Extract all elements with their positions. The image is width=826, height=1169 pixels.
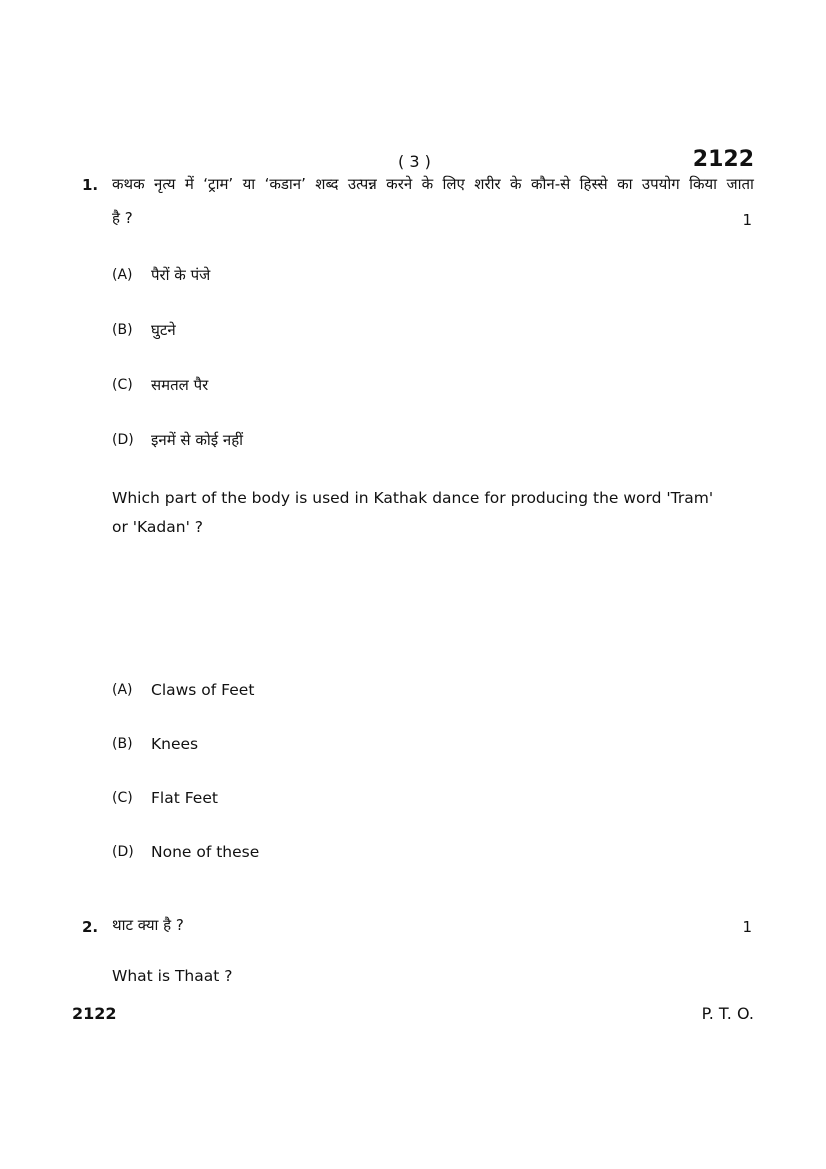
hindi-option-text: समतल पैर: [151, 376, 209, 394]
hindi-option-text: इनमें से कोई नहीं: [151, 431, 244, 449]
hindi-word: हिस्से: [579, 175, 608, 193]
question-2-number: 2.: [82, 918, 99, 936]
hindi-word: उपयोग: [641, 175, 680, 193]
hindi-word: ‘ट्राम’: [203, 175, 234, 193]
option-label: (C): [112, 377, 133, 393]
question-2-marks: 1: [742, 918, 752, 936]
hindi-word: जाता: [726, 175, 754, 193]
english-option-text: Claws of Feet: [151, 681, 255, 699]
option-label: (B): [112, 322, 133, 338]
paper-code-header: 2122: [692, 147, 754, 172]
hindi-word: में: [184, 175, 194, 193]
pto-label: P. T. O.: [701, 1004, 754, 1023]
hindi-word: लिए: [442, 175, 465, 193]
page-number: ( 3 ): [398, 152, 431, 171]
hindi-word: उत्पन्न: [347, 175, 377, 193]
hindi-word: के: [421, 175, 434, 193]
paper-code-footer: 2122: [72, 1004, 117, 1023]
question-1-hindi-line-1: [112, 174, 754, 194]
hindi-word: कौन-से: [530, 175, 571, 193]
question-1-marks: 1: [742, 211, 752, 229]
hindi-word: नृत्य: [154, 175, 176, 193]
option-label: (C): [112, 790, 133, 806]
hindi-word: किया: [689, 175, 718, 193]
question-2-english: What is Thaat ?: [112, 967, 233, 985]
english-option-text: Knees: [151, 735, 199, 753]
question-1-english-line-2: or 'Kadan' ?: [112, 518, 204, 536]
hindi-word: करने: [386, 175, 413, 193]
hindi-word: या: [242, 175, 256, 193]
hindi-option-text: घुटने: [151, 321, 176, 339]
english-option-text: Flat Feet: [151, 789, 218, 807]
question-1-english-line-1: Which part of the body is used in Kathak dance for producing the word 'Tram': [112, 489, 714, 507]
option-label: (A): [112, 267, 133, 283]
option-label: (A): [112, 682, 133, 698]
option-label: (B): [112, 736, 133, 752]
hindi-word: शब्द: [315, 175, 339, 193]
hindi-word: ‘कडान’: [264, 175, 306, 193]
hindi-word: कथक: [112, 175, 145, 193]
question-1-hindi-line-2: है ?: [112, 209, 133, 227]
option-label: (D): [112, 432, 134, 448]
hindi-option-text: पैरों के पंजे: [151, 266, 211, 284]
option-label: (D): [112, 844, 134, 860]
question-1-number: 1.: [82, 176, 99, 194]
hindi-word: के: [510, 175, 522, 193]
question-2-hindi: थाट क्या है ?: [112, 916, 184, 934]
hindi-word: शरीर: [474, 175, 501, 193]
hindi-word: का: [617, 175, 633, 193]
english-option-text: None of these: [151, 843, 260, 861]
